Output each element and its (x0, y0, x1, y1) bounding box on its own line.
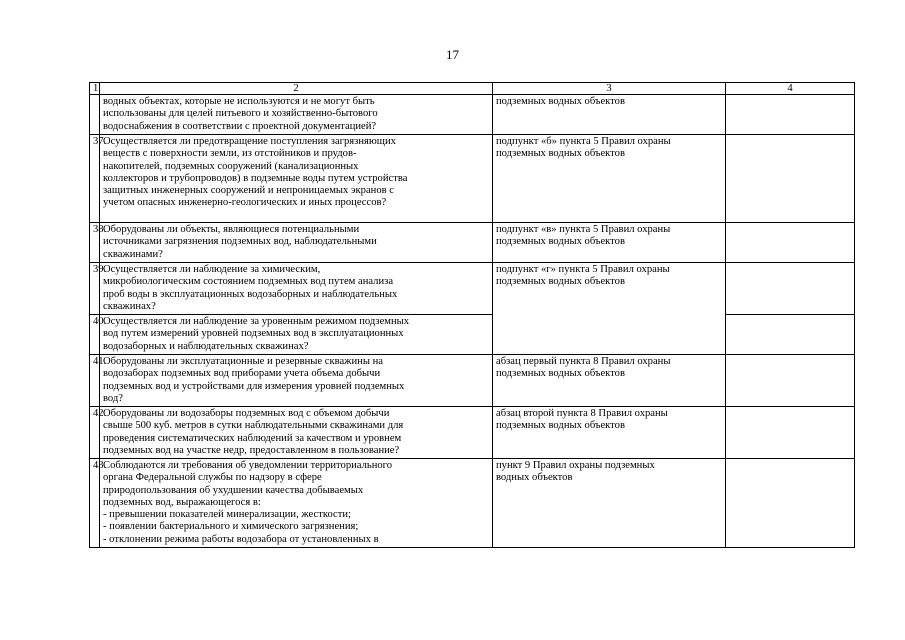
reference-line: пункт 9 Правил охраны подземных (496, 460, 655, 471)
row-number: 40. (90, 315, 100, 355)
question-line: водоснабжения в соответствии с проектной документацией? (103, 120, 377, 132)
question-line: - появлении бактериального и химического загрязнения; (103, 521, 359, 533)
table-row (90, 459, 855, 548)
question-line: проб воды в эксплуатационных водозаборных и наблюдательных (103, 288, 398, 300)
reference-cell (493, 135, 726, 223)
question-line: Оборудованы ли водозаборы подземных вод с объемом добычи (103, 408, 390, 419)
question-line: Оборудованы ли эксплуатационные и резервные скважины на (103, 356, 383, 367)
question-cell (100, 407, 493, 459)
table-row (90, 263, 855, 315)
reference-cell (493, 223, 726, 263)
question-cell (100, 223, 493, 263)
header-col-4: 4 (726, 83, 855, 95)
row-number-cell (90, 95, 100, 135)
row-number: 43. (90, 459, 100, 548)
answer-cell[interactable] (726, 263, 855, 315)
row-number: 37. (90, 135, 100, 223)
question-line: скважинах? (103, 300, 156, 312)
reference-cell (493, 355, 726, 407)
answer-cell[interactable] (726, 355, 855, 407)
answer-cell[interactable] (726, 459, 855, 548)
reference-line: подпункт «в» пункта 5 Правил охраны (496, 224, 671, 235)
question-cell (100, 263, 493, 315)
table-row (90, 223, 855, 263)
question-line: подземных вод, выражающегося в: (103, 496, 261, 508)
header-row (90, 83, 855, 95)
reference-line: подземных водных объектов (496, 148, 625, 160)
question-line: Оборудованы ли объекты, являющиеся потенциальными (103, 224, 360, 235)
question-line: органа Федеральной службы по надзору в сфере (103, 472, 322, 484)
question-line: природопользования об ухудшении качества добываемых (103, 484, 364, 496)
question-line: водозаборах подземных вод приборами учета объема добычи (103, 368, 381, 380)
table-row (90, 355, 855, 407)
reference-line: подземных водных объектов (496, 236, 625, 248)
reference-cell (493, 459, 726, 548)
header-col-2: 2 (100, 83, 493, 95)
header-col-3: 3 (493, 83, 726, 95)
answer-cell[interactable] (726, 223, 855, 263)
answer-cell[interactable] (726, 135, 855, 223)
question-line: проведения систематических наблюдений за качеством и уровнем (103, 432, 402, 444)
question-line: коллекторов и трубопроводов) в подземные воды путем устройства (103, 172, 408, 184)
row-number: 39. (90, 263, 100, 315)
question-line: источниками загрязнения подземных вод, наблюдательными (103, 236, 377, 248)
page-number: 17 (446, 47, 459, 62)
reference-cell-merged (493, 263, 726, 355)
question-line: Осуществляется ли предотвращение поступления загрязняющих (103, 136, 396, 147)
reference-cell (493, 95, 726, 135)
reference-line: водных объектов (496, 472, 573, 484)
question-line: - превышении показателей минерализации, жесткости; (103, 509, 351, 521)
question-cell (100, 95, 493, 135)
reference-line: подземных водных объектов (496, 368, 625, 380)
question-line: подземных вод и устройствами для измерения уровней подземных (103, 380, 405, 392)
reference-line: подземных водных объектов (496, 276, 625, 288)
question-cell (100, 459, 493, 548)
header-col-1: 1 (90, 83, 100, 95)
answer-cell[interactable] (726, 315, 855, 355)
answer-cell[interactable] (726, 407, 855, 459)
reference-line: абзац первый пункта 8 Правил охраны (496, 356, 671, 367)
question-line: Осуществляется ли наблюдение за уровенным режимом подземных (103, 316, 410, 327)
question-line: скважинами? (103, 248, 163, 260)
question-line: вод? (103, 392, 124, 404)
reference-line: абзац второй пункта 8 Правил охраны (496, 408, 668, 419)
reference-line: подпункт «б» пункта 5 Правил охраны (496, 136, 671, 147)
reference-line: подземных водных объектов (496, 96, 625, 107)
table-row (90, 407, 855, 459)
question-line: подземных вод на участке недр, предоставленном в пользование? (103, 444, 400, 456)
question-line: Соблюдаются ли требования об уведомлении территориального (103, 460, 393, 471)
question-cell (100, 135, 493, 223)
row-number: 42. (90, 407, 100, 459)
question-cell (100, 315, 493, 355)
table-row (90, 135, 855, 223)
question-line: защитных инженерных сооружений и непроницаемых экранов с (103, 185, 394, 197)
question-line: микробиологическим состоянием подземных вод путем анализа (103, 276, 394, 288)
answer-cell[interactable] (726, 95, 855, 135)
question-line: использованы для целей питьевого и хозяйственно-бытового (103, 108, 378, 120)
question-line: водных объектах, которые не используются и не могут быть (103, 96, 375, 107)
question-line: свыше 500 куб. метров в сутки наблюдательными скважинами для (103, 420, 404, 432)
question-line: - отклонении режима работы водозабора от установленных в (103, 533, 379, 545)
table-row (90, 315, 855, 355)
question-line: накопителей, подземных сооружений (канализационных (103, 160, 359, 172)
question-line: вод путем измерений уровней подземных вод в эксплуатационных (103, 328, 404, 340)
row-number: 38. (90, 223, 100, 263)
question-line: веществ с поверхности земли, из отстойников и прудов- (103, 148, 357, 160)
reference-cell (493, 407, 726, 459)
question-line: водозаборных и наблюдательных скважинах? (103, 340, 309, 352)
question-line: учетом опасных инженерно-геологических и иных процессов? (103, 197, 387, 209)
question-line: Осуществляется ли наблюдение за химическим, (103, 264, 321, 275)
question-cell (100, 355, 493, 407)
row-number: 41. (90, 355, 100, 407)
checklist-table (89, 82, 855, 548)
reference-line: подземных водных объектов (496, 420, 625, 432)
table-row-continuation (90, 95, 855, 135)
reference-line: подпункт «г» пункта 5 Правил охраны (496, 264, 670, 275)
